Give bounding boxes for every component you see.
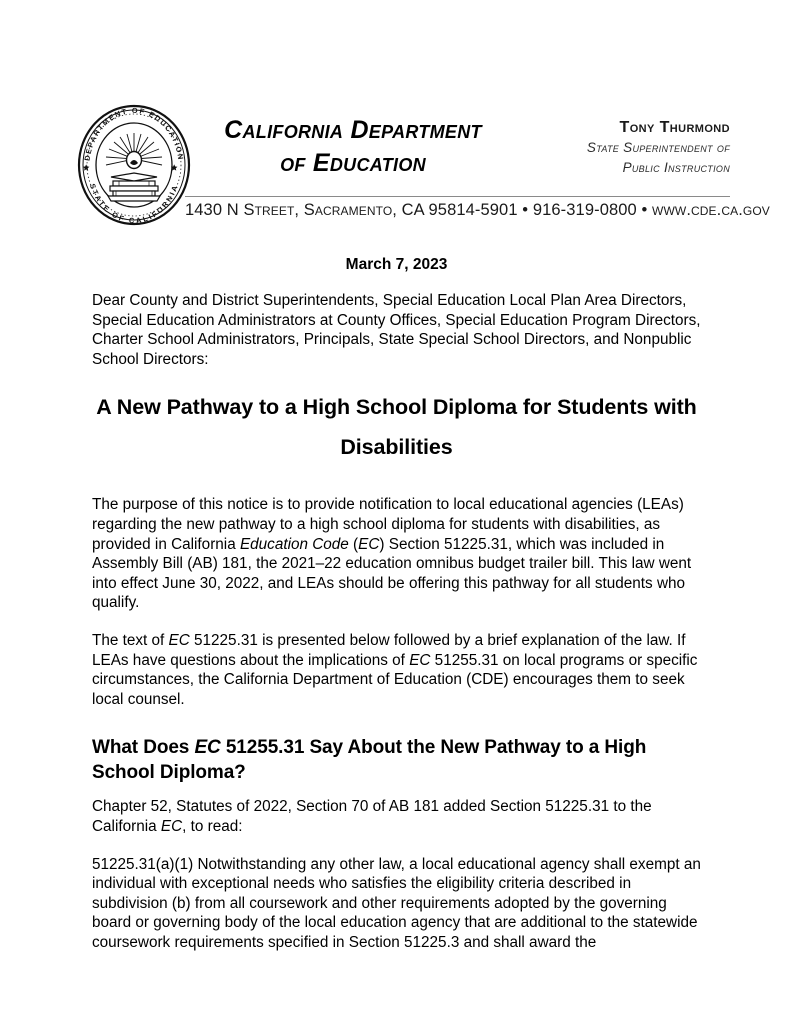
document-body — [92, 255, 701, 970]
section-heading-italic1: EC — [194, 737, 221, 759]
state-superintendent-block — [510, 118, 730, 177]
department-name-line2: of Education — [280, 149, 426, 177]
letterhead-divider — [185, 196, 730, 197]
paragraph-text-intro-part3: 51255.31 on local programs or specific circumstances, the California Department of Education (CDE) encourages them to seek local counsel. — [92, 651, 698, 708]
paragraph-purpose-italic1: Education Code — [239, 535, 349, 553]
section-heading-what-does-ec-say — [92, 735, 701, 785]
svg-text:DEPARTMENT OF EDUCATION: DEPARTMENT OF EDUCATION — [82, 105, 186, 162]
superintendent-name: Tony Thurmond — [619, 119, 730, 136]
masthead — [188, 100, 733, 190]
paragraph-text-intro-part2: 51225.31 is presented below followed by a brief explanation of the law. If LEAs have questions about the implications of — [92, 631, 686, 669]
paragraph-purpose-part2: ( — [348, 535, 359, 553]
department-name-line1: California Department — [224, 116, 482, 144]
paragraph-chapter-citation-italic1: EC — [160, 817, 183, 835]
paragraph-purpose — [92, 495, 701, 613]
paragraph-chapter-citation-part1: Chapter 52, Statutes of 2022, Section 70 of AB 181 added Section 51225.31 to the California — [92, 798, 652, 835]
paragraph-text-intro-part1: The text of — [92, 631, 169, 649]
superintendent-role-line1: State Superintendent of — [586, 140, 730, 155]
salutation: Dear County and District Superintendents, Special Education Local Plan Area Directors, Special Education Administrators at County Offices, Special Education Program Directors, Charter School Administrators, Principals, State Special School Directors, and Nonpublic School Directors: — [92, 292, 701, 368]
paragraph-purpose-part1: The purpose of this notice is to provide notification to local educational agencies (LEAs) regarding the new pathway to a high school diploma for students with disabilities, as provided in California — [92, 496, 684, 553]
paragraph-text-intro-italic2: EC — [409, 651, 431, 669]
paragraph-statute-text: 51225.31(a)(1) Notwithstanding any other law, a local educational agency shall exempt an individual with exceptional needs who satisfies the eligibility criteria described in subdivision (b) from all coursework and other requirements adopted by the governing board or governing body of the local education agency that are additional to the statewide coursework requirements specified in Section 51225.3 and shall award the — [92, 855, 701, 951]
section-heading-part2: 51255.31 Say About the New Pathway to a High School Diploma? — [92, 737, 647, 784]
paragraph-purpose-part3: ) Section 51225.31, which was included in Assembly Bill (AB) 181, the 2021–22 education omnibus budget trailer bill. This law went into effect June 30, 2022, and LEAs should be offering this pathway for all students who qualify. — [92, 535, 692, 612]
section-heading-part1: What Does — [92, 737, 195, 759]
letterhead — [70, 100, 770, 228]
paragraph-text-intro — [92, 631, 701, 709]
department-name — [188, 114, 518, 180]
paragraph-purpose-italic2: EC — [358, 535, 380, 553]
agency-address-line: 1430 N Street, Sacramento, CA 95814-5901 • 916-319-0800 • www.cde.ca.gov — [185, 201, 770, 219]
letter-date: March 7, 2023 — [345, 256, 448, 273]
paragraph-chapter-citation — [92, 797, 701, 836]
superintendent-role-line2: Public Instruction — [622, 160, 730, 175]
paragraph-chapter-citation-part2: , to read: — [182, 817, 243, 835]
cde-seal-icon — [75, 103, 193, 227]
page-title: A New Pathway to a High School Diploma for Students with Disabilities — [96, 395, 697, 460]
paragraph-text-intro-italic1: EC — [168, 631, 190, 649]
svg-text:STATE OF CALIFORNIA: STATE OF CALIFORNIA — [87, 182, 181, 226]
